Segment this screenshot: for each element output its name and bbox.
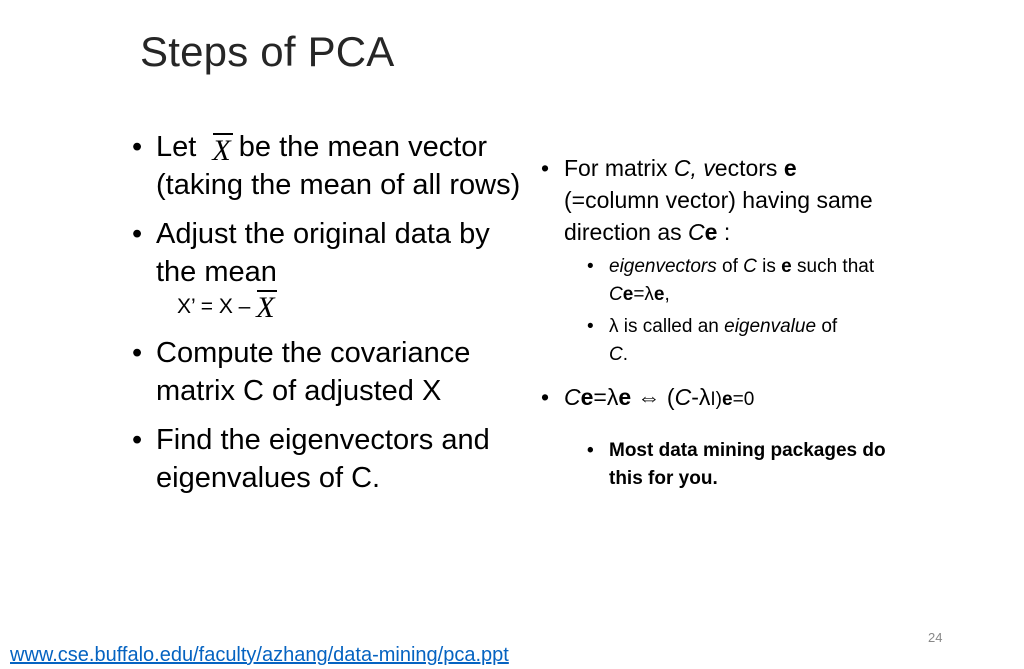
text-segment: e — [622, 284, 634, 305]
text-segment: -λ — [691, 384, 711, 410]
sub-bullet-eigenvectors — [541, 253, 921, 309]
x-bar-symbol-2: X — [256, 291, 275, 324]
text-segment: C — [609, 344, 623, 365]
text-segment: e — [783, 155, 797, 181]
bullet-adjust-data — [132, 215, 522, 323]
text-segment: eigenvectors — [609, 256, 717, 277]
text-segment: is — [756, 256, 782, 277]
text-segment: C — [674, 384, 692, 410]
text-segment: (=column vector) having same direction as — [564, 187, 873, 245]
x-bar-symbol: X — [212, 134, 231, 167]
text-segment: eigenvalue — [724, 316, 817, 337]
left-bullet-list — [132, 128, 522, 508]
adjust-text: Adjust the original data by the mean — [156, 218, 490, 288]
text-segment: =λ — [593, 384, 619, 410]
text-segment: such that — [791, 256, 875, 277]
mean-vector-text: be the mean vector (taking the mean of all rows) — [156, 131, 521, 201]
text-segment: e — [781, 256, 792, 277]
right-bullet-list — [541, 152, 921, 493]
text-segment: e — [580, 384, 594, 410]
text-segment: =λ — [633, 284, 654, 305]
text-segment: : — [717, 219, 731, 245]
text-segment: e — [722, 389, 733, 410]
bullet-matrix-definition — [541, 152, 921, 248]
text-segment: C, v — [673, 155, 715, 181]
text-segment: e — [618, 384, 632, 410]
bullet-eigen: • Find the eigenvectors and eigenvalues of C. — [132, 421, 522, 497]
text-segment: e — [653, 284, 665, 305]
text-segment: C — [743, 256, 757, 277]
text-segment: C — [609, 284, 623, 305]
text-segment: I) — [710, 389, 723, 410]
text-segment: λ is called an — [609, 316, 725, 337]
let-word: Let — [156, 131, 197, 163]
source-url-link[interactable]: www.cse.buffalo.edu/faculty/azhang/data-mining/pca.ppt — [10, 644, 509, 666]
sub-bullet-packages: • Most data mining packages do this for you. — [541, 437, 921, 493]
text-segment: , — [664, 284, 670, 305]
text-segment: of — [716, 256, 744, 277]
text-segment: e — [704, 219, 718, 245]
text-segment: For matrix — [564, 155, 674, 181]
bullet-eigen-equation — [541, 381, 921, 416]
page-number: 24 — [928, 630, 943, 645]
slide-title: Steps of PCA — [140, 28, 395, 75]
text-segment: C — [688, 219, 705, 245]
text-segment: ⇔ ( — [631, 384, 675, 410]
formula-text: X’ = X – — [177, 295, 251, 318]
adjust-formula — [156, 291, 522, 323]
text-segment: . — [622, 344, 629, 365]
sub-bullet-eigenvalue — [541, 313, 921, 369]
text-segment: ectors — [714, 155, 784, 181]
bullet-mean-vector — [132, 128, 522, 204]
text-segment: =0 — [732, 389, 755, 410]
bullet-covariance: • Compute the covariance matrix C of adjusted X — [132, 334, 522, 410]
text-segment: C — [564, 384, 581, 410]
text-segment: of — [816, 316, 838, 337]
